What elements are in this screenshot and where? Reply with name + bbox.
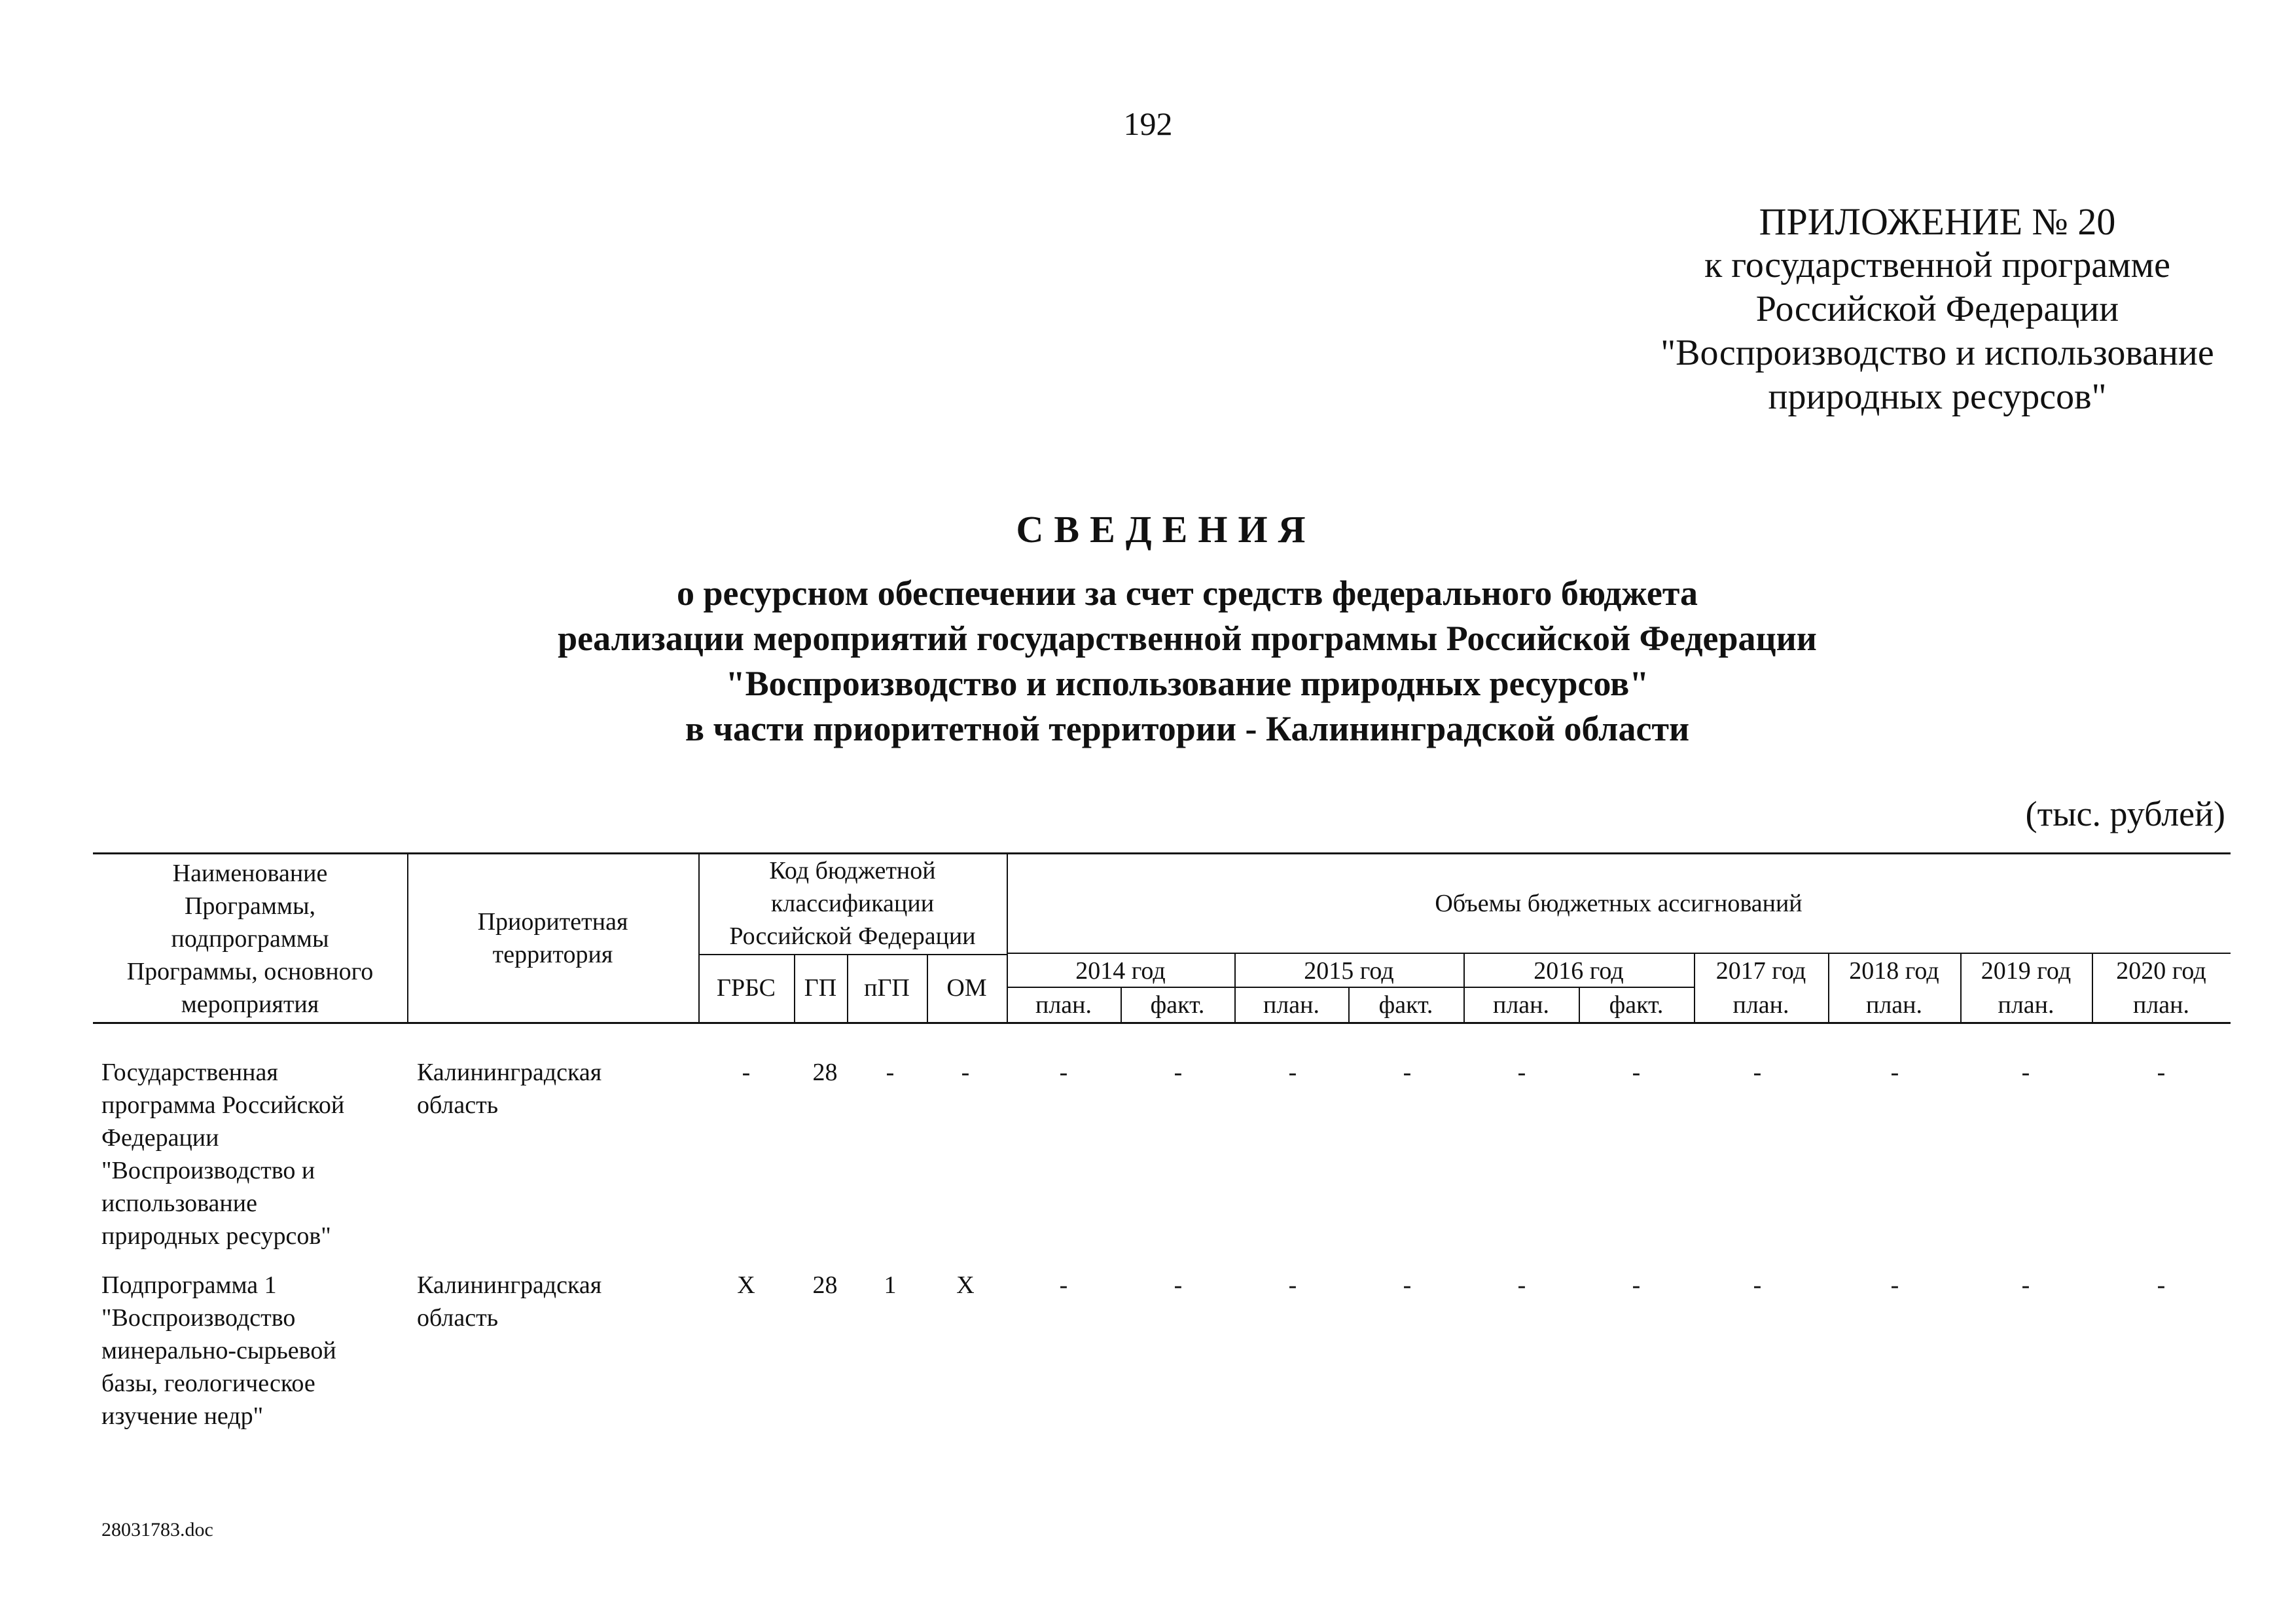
row-value: - xyxy=(2021,1059,2030,1086)
row-value: - xyxy=(1403,1271,1412,1299)
row-name: Государственная программа Российской Федерации "Воспроизводство и использование природных ресурсов" xyxy=(101,1059,345,1250)
row-value: - xyxy=(1174,1059,1183,1086)
page-number: 192 xyxy=(1123,105,1173,142)
header-pgp: пГП xyxy=(864,974,910,1002)
subtitle-line: "Воспроизводство и использование природных ресурсов" xyxy=(725,664,1649,703)
row-value: - xyxy=(1288,1059,1297,1086)
row-pgp: - xyxy=(886,1059,895,1086)
appendix-line: ПРИЛОЖЕНИЕ № 20 xyxy=(1759,200,2116,243)
appendix-line: "Воспроизводство и использование xyxy=(1660,333,2214,373)
row-value: - xyxy=(1059,1059,1068,1086)
appendix-line: Российской Федерации xyxy=(1755,289,2119,329)
header-grbs: ГРБС xyxy=(716,974,776,1002)
row-value: - xyxy=(2157,1059,2166,1086)
header-volumes: Объемы бюджетных ассигнований xyxy=(1435,890,1803,917)
subtitle-line: о ресурсном обеспечении за счет средств федерального бюджета xyxy=(676,574,1698,613)
header-year: 2014 год xyxy=(1075,957,1166,985)
row-gp: 28 xyxy=(812,1271,838,1299)
header-plan: план. xyxy=(1865,991,1922,1019)
header-om: ОМ xyxy=(946,974,987,1002)
row-value: - xyxy=(1517,1271,1526,1299)
header-fact: факт. xyxy=(1378,991,1433,1019)
header-name: Наименование Программы, подпрограммы Программы, основного мероприятия xyxy=(126,860,374,1018)
row-value: - xyxy=(1632,1059,1641,1086)
row-value: - xyxy=(1890,1271,1899,1299)
header-gp: ГП xyxy=(804,974,837,1002)
document-footer: 28031783.doc xyxy=(101,1519,213,1541)
appendix-block xyxy=(1571,200,2296,419)
row-territory: Калининградская область xyxy=(417,1271,602,1332)
header-budget-code: Код бюджетной классификации Российской Федерации xyxy=(729,857,976,950)
row-gp: 28 xyxy=(812,1059,838,1086)
document-subtitle xyxy=(0,571,2296,752)
row-value: - xyxy=(1174,1271,1183,1299)
row-pgp: 1 xyxy=(884,1271,897,1299)
subtitle-line: в части приоритетной территории - Калининградской области xyxy=(685,709,1690,748)
row-om: - xyxy=(961,1059,970,1086)
document-title: СВЕДЕНИЯ xyxy=(1016,508,1316,551)
units-label: (тыс. рублей) xyxy=(2025,794,2225,833)
header-year: 2015 год xyxy=(1304,957,1394,985)
row-value: - xyxy=(2021,1271,2030,1299)
row-value: - xyxy=(1753,1059,1762,1086)
header-plan: план. xyxy=(1998,991,2054,1019)
header-plan: план. xyxy=(1035,991,1092,1019)
header-year: 2018 год xyxy=(1849,957,1939,985)
header-year: 2020 год xyxy=(2116,957,2206,985)
header-territory: Приоритетная территория xyxy=(477,908,628,968)
row-value: - xyxy=(1403,1059,1412,1086)
header-plan: план. xyxy=(1263,991,1319,1019)
header-fact: факт. xyxy=(1150,991,1205,1019)
header-year: 2016 год xyxy=(1534,957,1624,985)
row-value: - xyxy=(1517,1059,1526,1086)
header-plan: план. xyxy=(2132,991,2189,1019)
subtitle-line: реализации мероприятий государственной программы Российской Федерации xyxy=(558,619,1817,658)
header-plan: план. xyxy=(1492,991,1549,1019)
header-year: 2019 год xyxy=(1981,957,2072,985)
row-grbs: X xyxy=(737,1271,755,1299)
row-value: - xyxy=(1890,1059,1899,1086)
row-grbs: - xyxy=(742,1059,751,1086)
header-plan: план. xyxy=(1732,991,1789,1019)
header-fact: факт. xyxy=(1609,991,1664,1019)
header-year: 2017 год xyxy=(1715,957,1806,985)
row-value: - xyxy=(1753,1271,1762,1299)
row-value: - xyxy=(1059,1271,1068,1299)
appendix-line: природных ресурсов" xyxy=(1768,376,2107,417)
row-name: Подпрограмма 1 "Воспроизводство минерально-сырьевой базы, геологическое изучение недр" xyxy=(101,1271,336,1430)
row-value: - xyxy=(1632,1271,1641,1299)
row-value: - xyxy=(2157,1271,2166,1299)
row-territory: Калининградская область xyxy=(417,1059,602,1119)
row-value: - xyxy=(1288,1271,1297,1299)
row-om: X xyxy=(956,1271,975,1299)
appendix-line: к государственной программе xyxy=(1704,245,2170,285)
